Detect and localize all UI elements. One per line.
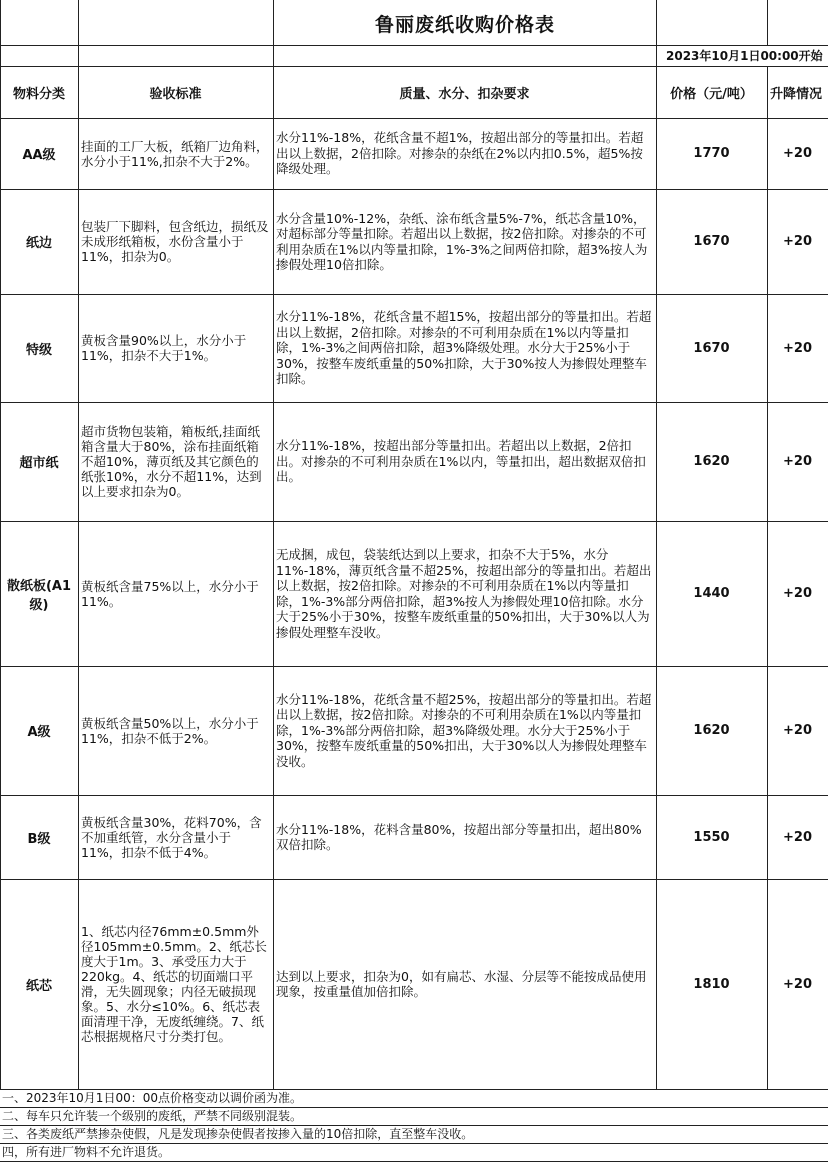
row-change: +20 (783, 234, 812, 249)
row-price: 1770 (693, 146, 730, 161)
row-change: +20 (783, 723, 812, 738)
footnote: 一、2023年10月1日00：00点价格变动以调价函为准。 (2, 1091, 302, 1105)
row-change: +20 (783, 829, 812, 845)
row-requirements: 无成捆，成包，袋装纸达到以上要求，扣杂不大于5%，水分11%-18%，薄页纸含量不超25%，按超出部分的等量扣出。若超出以上数据，按2倍扣除。对掺杂的不可利用杂质在1%以内等量扣除，1%-3%部分两倍扣除，超3%按人为掺假处理10倍扣除。水分大于25%小于30%，按整车废纸重量的50%扣出，大于30%以人为掺假处理整车没收。 (276, 547, 652, 640)
footnote: 二、每车只允许装一个级别的废纸，严禁不同级别混装。 (2, 1109, 303, 1123)
row-category: 纸芯 (25, 978, 52, 994)
header-category: 物料分类 (12, 86, 65, 102)
row-standard: 挂面的工厂大板，纸箱厂边角料，水分小于11%,扣杂不大于2%。 (81, 138, 269, 169)
header-requirements: 质量、水分、扣杂要求 (399, 86, 530, 102)
row-change: +20 (783, 976, 812, 992)
row-requirements: 水分11%-18%，花料含量80%，按超出部分等量扣出，超出80%双倍扣除。 (276, 821, 642, 852)
row-category: B级 (27, 831, 51, 847)
header-price: 价格（元/吨） (670, 86, 753, 102)
row-category: AA级 (22, 148, 56, 163)
footnote: 四，所有进厂物料不允许退货。 (2, 1145, 171, 1159)
row-requirements: 水分含量10%-12%，杂纸、涂布纸含量5%-7%，纸芯含量10%，对超标部分等量扣除。若超出以上数据，按2倍扣除。对掺杂的不可利用杂质在1%以内等量扣除，1%-3%之间两倍扣除，超3%按人为掺假处理10倍扣除。 (276, 210, 648, 272)
row-standard: 1、纸芯内径76mm±0.5mm外径105mm±0.5mm。2、纸芯长度大于1m。3、承受压力大于220kg。4、纸芯的切面端口平滑，无失圆现象；内径无破损现象。5、水分≤10%。6、纸芯表面清理干净，无废纸缠绕。7、纸芯根据规格尺寸分类打包。 (81, 924, 267, 1044)
row-category: A级 (27, 725, 51, 740)
row-price: 1670 (693, 340, 730, 356)
row-price: 1440 (693, 586, 730, 601)
row-price: 1670 (693, 234, 730, 249)
row-change: +20 (783, 586, 812, 601)
header-change: 升降情况 (770, 86, 823, 102)
row-standard: 黄板纸含量30%，花料70%，含不加重纸管，水分含量小于11%，扣杂不低于4%。 (81, 814, 262, 860)
row-requirements: 达到以上要求，扣杂为0，如有扁芯、水湿、分层等不能按成品使用现象，按重量值加倍扣除。 (276, 968, 647, 999)
row-requirements: 水分11%-18%，花纸含量不超1%，按超出部分的等量扣出。若超出以上数据，2倍扣除。对掺杂的杂纸在2%以内扣0.5%，超5%按降级处理。 (276, 130, 644, 177)
header-standard: 验收标准 (149, 86, 202, 102)
row-category: 散纸板(A1级) (6, 578, 72, 613)
row-price: 1550 (693, 829, 730, 845)
row-standard: 黄板含量90%以上，水分小于11%，扣杂不大于1%。 (81, 333, 247, 363)
row-change: +20 (783, 146, 812, 161)
row-category: 超市纸 (19, 456, 59, 471)
row-change: +20 (783, 454, 812, 469)
row-requirements: 水分11%-18%，按超出部分等量扣出。若超出以上数据，2倍扣出。对掺杂的不可利用杂质在1%以内，等量扣出，超出数据双倍扣出。 (276, 438, 646, 485)
row-standard: 超市货物包装箱，箱板纸,挂面纸箱含量大于80%，涂布挂面纸箱不超10%，薄页纸及其它颜色的纸张10%，水分不超11%，达到以上要求扣杂为0。 (81, 424, 262, 499)
row-price: 1620 (693, 454, 730, 469)
row-requirements: 水分11%-18%，花纸含量不超15%，按超出部分的等量扣出。若超出以上数据，2倍扣除。对掺杂的不可利用杂质在1%以内等量扣除，1%-3%之间两倍扣除，超3%降级处理。水分大于25%小于30%，按整车废纸重量的50%扣除，大于30%按人为掺假处理整车扣除。 (276, 309, 652, 387)
footnote: 三、各类废纸严禁掺杂使假，凡是发现掺杂使假者按掺入量的10倍扣除，直至整车没收。 (2, 1127, 474, 1141)
row-price: 1810 (693, 976, 730, 992)
row-change: +20 (783, 340, 812, 356)
row-category: 特级 (25, 342, 52, 358)
row-standard: 黄板纸含量50%以上，水分小于11%，扣杂不低于2%。 (81, 715, 259, 746)
row-requirements: 水分11%-18%，花纸含量不超25%，按超出部分的等量扣出。若超出以上数据，按2倍扣除。对掺杂的不可利用杂质在1%以内等量扣除，1%-3%部分两倍扣除，超3%降级处理。水分大于25%小于30%，按整车废纸重量的50%扣出，大于30%以人为掺假处理整车没收。 (276, 691, 652, 769)
row-standard: 包装厂下脚料，包含纸边，损纸及未成形纸箱板，水份含量小于11%，扣杂为0。 (81, 219, 269, 264)
row-category: 纸边 (25, 236, 52, 251)
row-price: 1620 (693, 723, 730, 738)
row-standard: 黄板纸含量75%以上，水分小于11%。 (81, 578, 259, 609)
page-title: 鲁丽废纸收购价格表 (374, 13, 555, 36)
effective-date: 2023年10月1日00:00开始 (666, 49, 823, 63)
